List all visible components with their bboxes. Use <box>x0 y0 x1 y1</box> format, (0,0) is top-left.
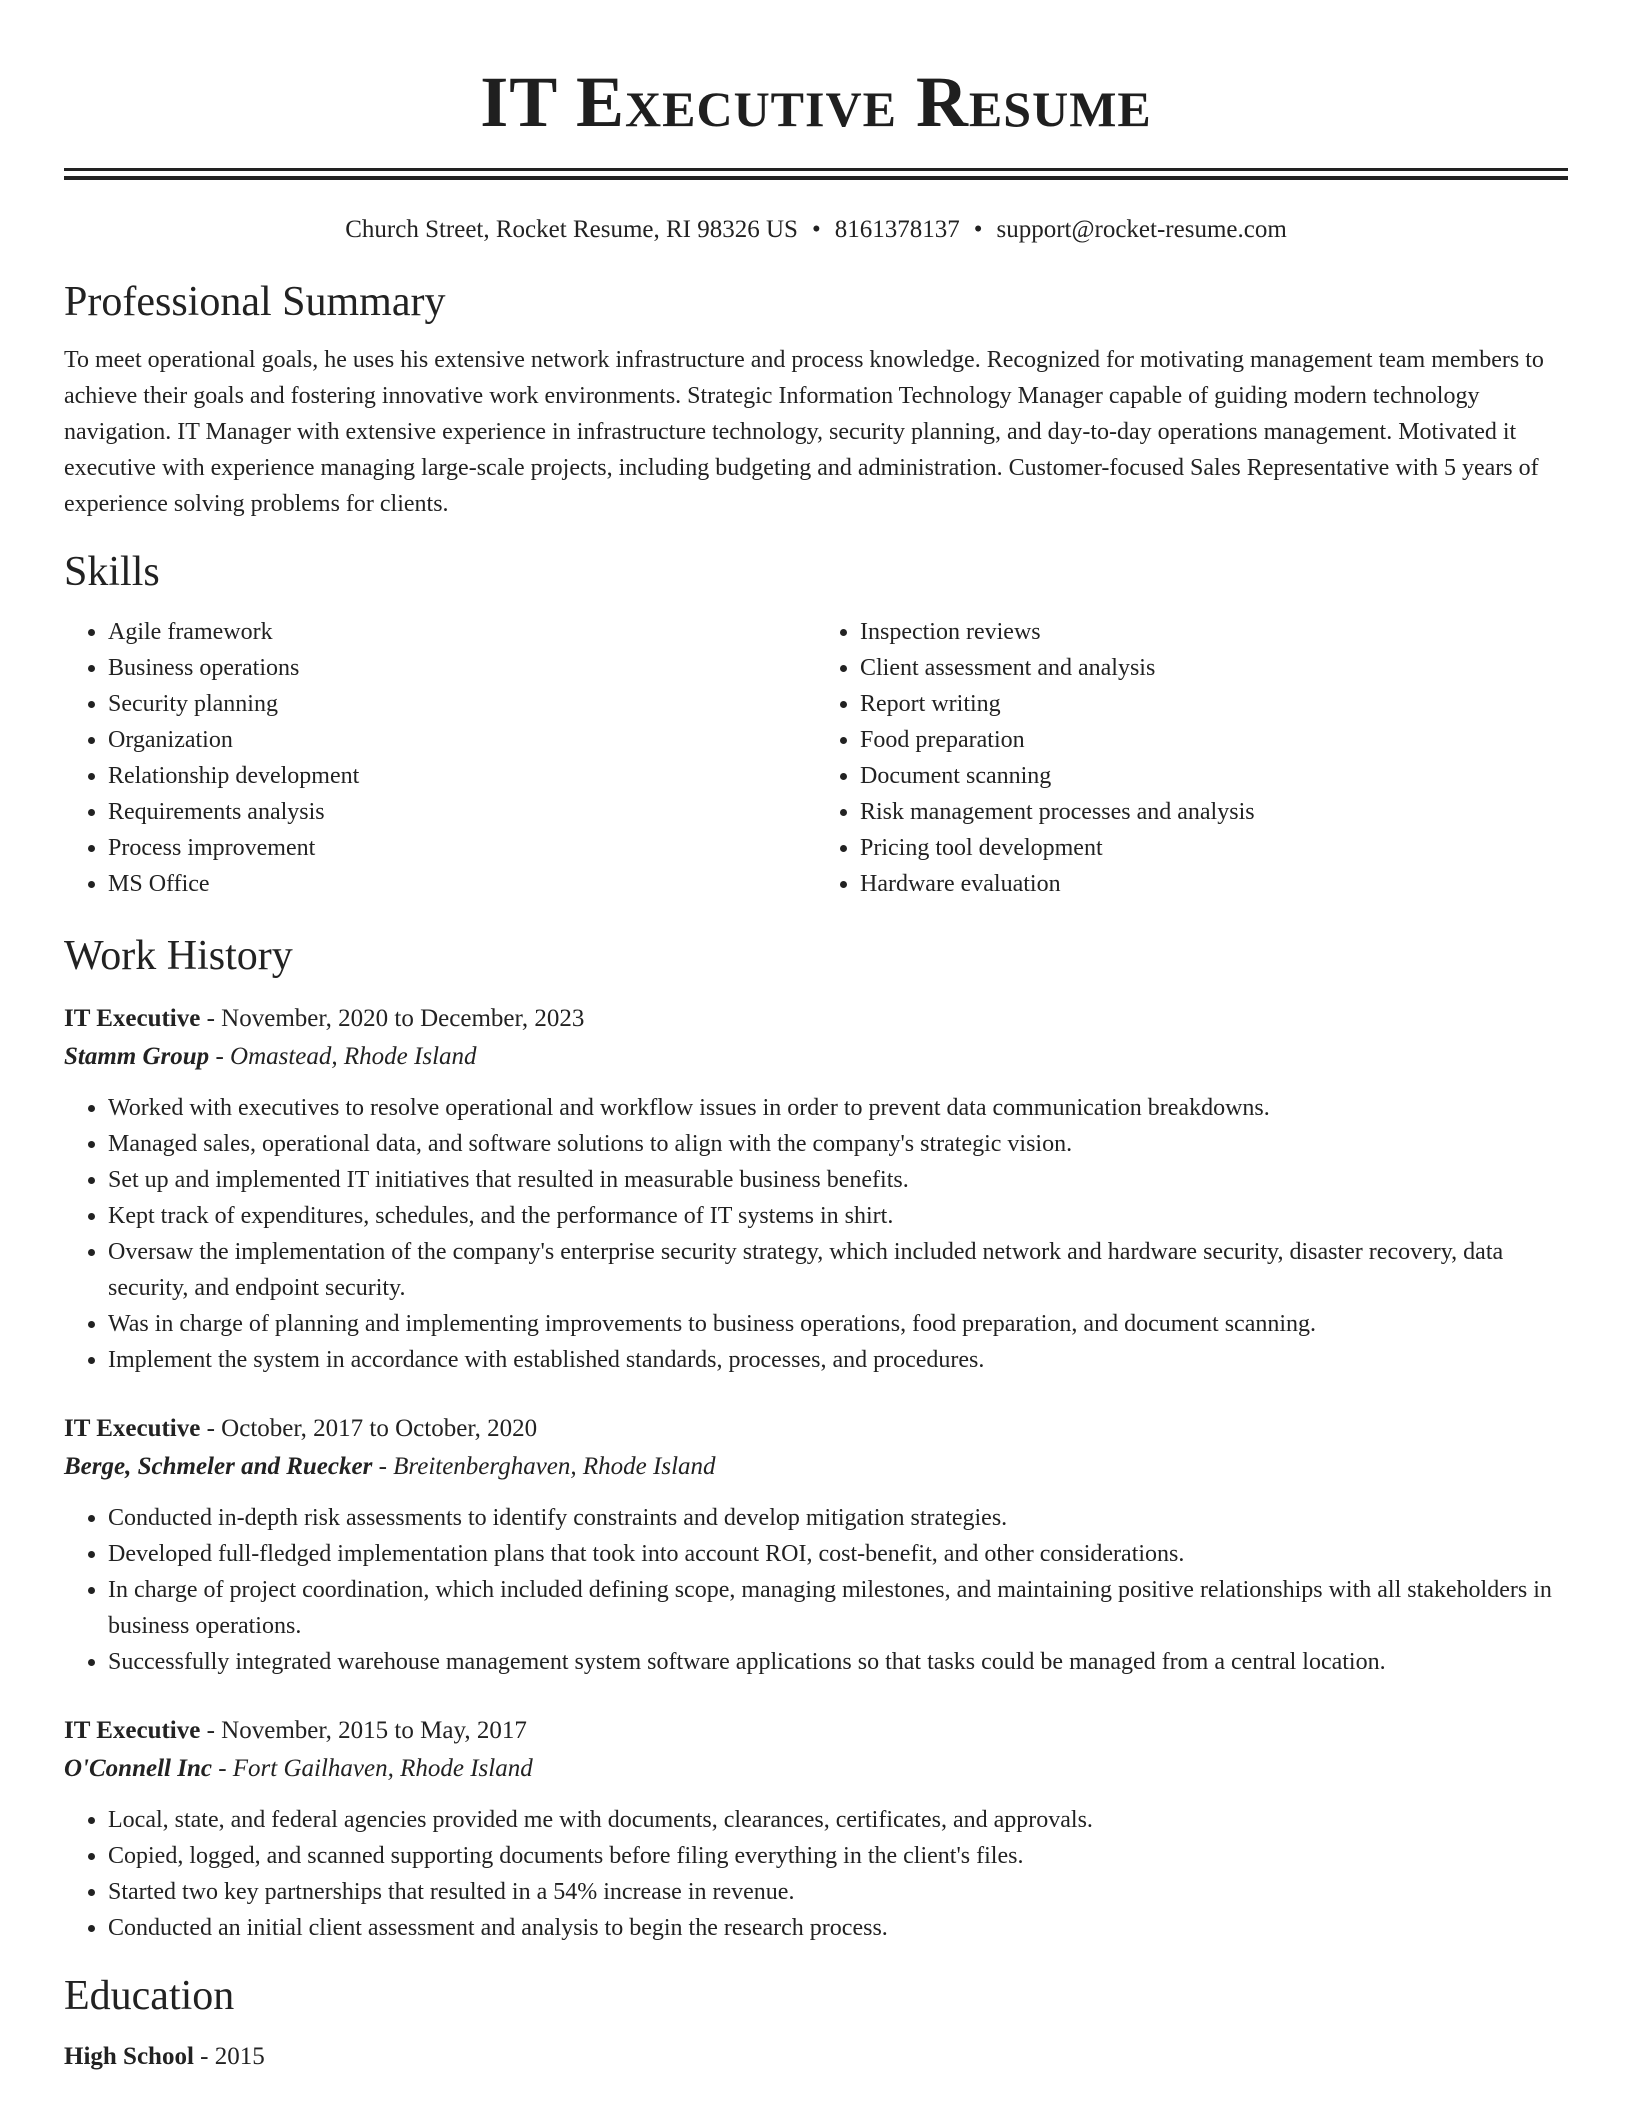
job-company: Stamm Group <box>64 1043 210 1070</box>
job-title: IT Executive <box>64 1005 201 1032</box>
skill-item: • Pricing tool development <box>860 830 1568 866</box>
contact-email[interactable]: support@rocket-resume.com <box>996 216 1287 243</box>
job-title: IT Executive <box>64 1415 201 1442</box>
summary-heading: Professional Summary <box>64 279 446 325</box>
job-employer <box>64 1038 1568 1076</box>
skill-item: • Food preparation <box>860 722 1568 758</box>
job-entry <box>64 1712 1568 1946</box>
skill-item: • Document scanning <box>860 758 1568 794</box>
job-header <box>64 1000 1568 1038</box>
job-entry <box>64 1410 1568 1680</box>
skill-item: • Security planning <box>108 686 816 722</box>
education-title: High School <box>64 2043 194 2070</box>
job-employer <box>64 1750 1568 1788</box>
duty-item: • Copied, logged, and scanned supporting documents before filing everything in the client's files. <box>108 1838 1568 1874</box>
duty-item: • Set up and implemented IT initiatives that resulted in measurable business benefits. <box>108 1162 1568 1198</box>
contact-line <box>64 214 1568 246</box>
duty-item: • Started two key partnerships that resulted in a 54% increase in revenue. <box>108 1874 1568 1910</box>
skills-column-right <box>816 614 1568 902</box>
job-dates: - November, 2015 to May, 2017 <box>200 1717 527 1744</box>
skill-item: • Inspection reviews <box>860 614 1568 650</box>
skill-item: • Requirements analysis <box>108 794 816 830</box>
education-heading: Education <box>64 1973 235 2019</box>
job-location: - Omastead, Rhode Island <box>209 1043 477 1070</box>
duty-item: • Conducted an initial client assessment and analysis to begin the research process. <box>108 1910 1568 1946</box>
skills-column-left <box>64 614 816 902</box>
title-divider-bottom <box>64 176 1568 180</box>
job-duties <box>64 1090 1568 1378</box>
job-location: - Fort Gailhaven, Rhode Island <box>211 1755 533 1782</box>
job-header <box>64 1712 1568 1750</box>
skills-heading: Skills <box>64 549 160 595</box>
duty-item: • Developed full-fledged implementation plans that took into account ROI, cost-benefit, and other considerations. <box>108 1536 1568 1572</box>
job-company: O'Connell Inc <box>64 1755 212 1782</box>
education-date: - 2015 <box>193 2043 265 2070</box>
skill-item: • Organization <box>108 722 816 758</box>
duty-item: • Kept track of expenditures, schedules, and the performance of IT systems in shirt. <box>108 1198 1568 1234</box>
work-history-heading: Work History <box>64 933 293 979</box>
title-divider-top <box>64 168 1568 171</box>
skill-item: • MS Office <box>108 866 816 902</box>
contact-address: Church Street, Rocket Resume, RI 98326 US <box>345 216 798 243</box>
summary-text: To meet operational goals, he uses his extensive network infrastructure and process knowledge. Recognized for motivating management team members to achieve their goals and fostering innovative work environments. Strategic Information Technology Manager capable of guiding modern technology navigation. IT Manager with extensive experience in infrastructure technology, security planning, and day-to-day operations management. Motivated it executive with experience managing large-scale projects, including budgeting and administration. Customer-focused Sales Representative with 5 years of experience solving problems for clients. <box>64 347 1544 517</box>
duty-item: • Local, state, and federal agencies provided me with documents, clearances, certificates, and approvals. <box>108 1802 1568 1838</box>
skills-list <box>64 614 1568 902</box>
duty-item: • Oversaw the implementation of the company's enterprise security strategy, which included network and hardware security, disaster recovery, data security, and endpoint security. <box>108 1234 1568 1306</box>
duty-item: • Worked with executives to resolve operational and workflow issues in order to prevent data communication breakdowns. <box>108 1090 1568 1126</box>
duty-item: • Implement the system in accordance with established standards, processes, and procedures. <box>108 1342 1568 1378</box>
skill-item: • Risk management processes and analysis <box>860 794 1568 830</box>
duty-item: • Managed sales, operational data, and software solutions to align with the company's strategic vision. <box>108 1126 1568 1162</box>
skill-item: • Business operations <box>108 650 816 686</box>
contact-phone: 8161378137 <box>834 216 960 243</box>
education-entry <box>64 2038 1568 2076</box>
contact-separator: • <box>811 216 821 243</box>
duty-item: • Successfully integrated warehouse management system software applications so that tasks could be managed from a central location. <box>108 1644 1568 1680</box>
skill-item: • Relationship development <box>108 758 816 794</box>
job-company: Berge, Schmeler and Ruecker <box>64 1453 373 1480</box>
job-duties <box>64 1802 1568 1946</box>
job-title: IT Executive <box>64 1717 201 1744</box>
contact-separator: • <box>973 216 983 243</box>
duty-item: • Was in charge of planning and implementing improvements to business operations, food preparation, and document scanning. <box>108 1306 1568 1342</box>
duty-item: • Conducted in-depth risk assessments to identify constraints and develop mitigation strategies. <box>108 1500 1568 1536</box>
job-location: - Breitenberghaven, Rhode Island <box>372 1453 716 1480</box>
job-employer <box>64 1448 1568 1486</box>
skill-item: • Hardware evaluation <box>860 866 1568 902</box>
skill-item: • Client assessment and analysis <box>860 650 1568 686</box>
job-dates: - November, 2020 to December, 2023 <box>200 1005 585 1032</box>
resume-title: IT Executive Resume <box>480 62 1152 142</box>
job-duties <box>64 1500 1568 1680</box>
skill-item: • Process improvement <box>108 830 816 866</box>
skill-item: • Agile framework <box>108 614 816 650</box>
skill-item: • Report writing <box>860 686 1568 722</box>
job-header <box>64 1410 1568 1448</box>
duty-item: • In charge of project coordination, which included defining scope, managing milestones, and maintaining positive relationships with all stakeholders in business operations. <box>108 1572 1568 1644</box>
job-dates: - October, 2017 to October, 2020 <box>200 1415 538 1442</box>
job-entry <box>64 1000 1568 1378</box>
